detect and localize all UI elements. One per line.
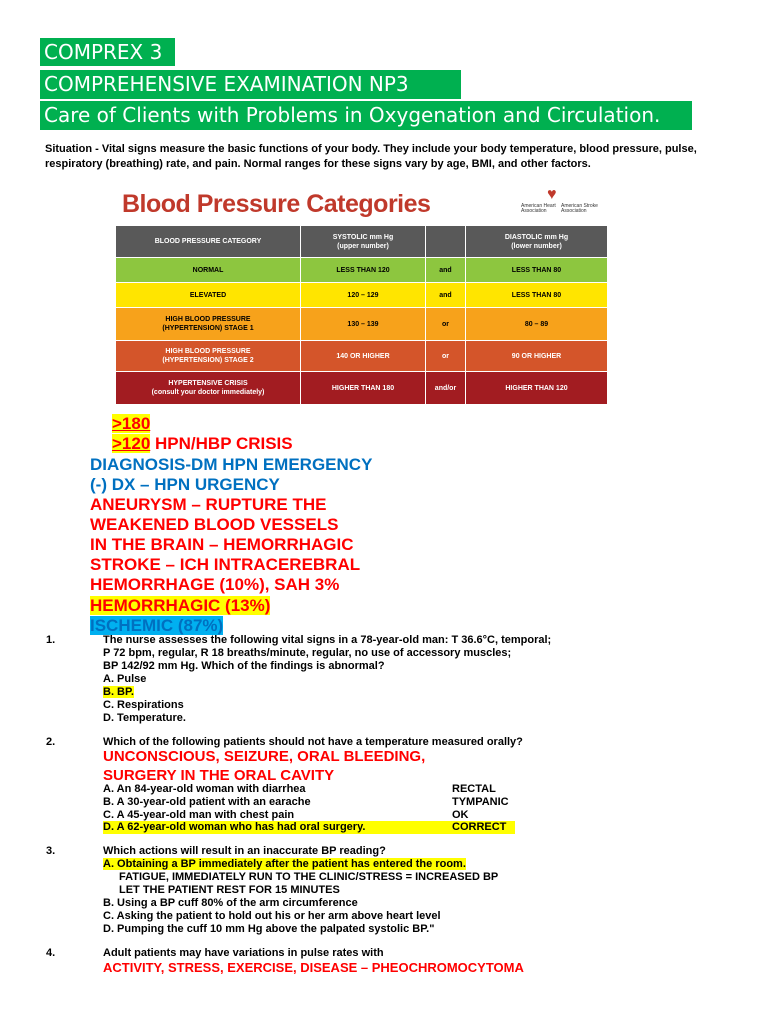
table-row	[116, 341, 608, 372]
question-number: 3.	[46, 845, 56, 857]
note-aneurysm-5: HEMORRHAGE (10%), SAH 3%	[90, 575, 340, 594]
note-aneurysm-3: IN THE BRAIN – HEMORRHAGIC	[90, 535, 354, 554]
asa-logo-text: American Stroke Association	[561, 203, 598, 214]
q2-note-1: UNCONSCIOUS, SEIZURE, ORAL BLEEDING,	[103, 748, 426, 765]
note-emergency: DIAGNOSIS-DM HPN EMERGENCY	[90, 455, 373, 474]
row-diastolic: LESS THAN 80	[466, 258, 608, 283]
note-systolic-threshold: >180	[112, 414, 151, 433]
q4-stem: Adult patients may have variations in pulse rates with	[103, 947, 384, 959]
row-operator: and	[426, 283, 466, 308]
heart-torch-icon: ♥	[547, 186, 557, 203]
q3-stem: Which actions will result in an inaccurate BP reading?	[103, 845, 386, 857]
title-comprex: COMPREX 3	[40, 38, 175, 66]
q3-option-d: D. Pumping the cuff 10 mm Hg above the palpated systolic BP."	[103, 923, 435, 935]
row-category: ELEVATED	[116, 283, 301, 308]
q3-note-1: FATIGUE, IMMEDIATELY RUN TO THE CLINIC/STRESS = INCREASED BP	[119, 871, 499, 883]
q2-option-a: A. An 84-year-old woman with diarrhea	[103, 783, 306, 795]
bp-categories-figure	[112, 184, 609, 409]
row-diastolic: 90 OR HIGHER	[466, 341, 608, 372]
note-aneurysm-1: ANEURYSM – RUPTURE THE	[90, 495, 327, 514]
q1-stem-3: BP 142/92 mm Hg. Which of the findings is abnormal?	[103, 660, 385, 672]
row-systolic: 120 – 129	[301, 283, 426, 308]
row-systolic: 130 – 139	[301, 308, 426, 341]
table-header-row	[116, 226, 608, 258]
q2-answer-b: TYMPANIC	[452, 796, 509, 808]
row-operator: and	[426, 258, 466, 283]
bp-categories-table	[115, 225, 608, 405]
q2-note-2: SURGERY IN THE ORAL CAVITY	[103, 767, 335, 784]
row-operator: or	[426, 308, 466, 341]
row-category: HIGH BLOOD PRESSURE (HYPERTENSION) STAGE 1	[116, 308, 301, 341]
note-crisis: >120 HPN/HBP CRISIS	[112, 434, 293, 453]
q3-option-c: C. Asking the patient to hold out his or her arm above heart level	[103, 910, 441, 922]
q2-option-d: D. A 62-year-old woman who has had oral surgery. CORRECT	[103, 821, 515, 834]
row-category: HIGH BLOOD PRESSURE (HYPERTENSION) STAGE 2	[116, 341, 301, 372]
row-systolic: HIGHER THAN 180	[301, 372, 426, 405]
question-number: 4.	[46, 947, 56, 959]
title-topic: Care of Clients with Problems in Oxygenation and Circulation.	[40, 101, 692, 130]
table-row	[116, 283, 608, 308]
note-urgency: (-) DX – HPN URGENCY	[90, 475, 280, 494]
note-aneurysm-4: STROKE – ICH INTRACEREBRAL	[90, 555, 361, 574]
row-category: HYPERTENSIVE CRISIS (consult your doctor immediately)	[116, 372, 301, 405]
aha-logo-text: American Heart Association	[521, 203, 556, 214]
row-diastolic: LESS THAN 80	[466, 283, 608, 308]
aha-logo	[517, 186, 605, 222]
q4-note: ACTIVITY, STRESS, EXERCISE, DISEASE – PHEOCHROMOCYTOMA	[103, 960, 524, 975]
q1-option-c: C. Respirations	[103, 699, 184, 711]
q2-option-c: C. A 45-year-old man with chest pain	[103, 809, 295, 821]
row-operator: and/or	[426, 372, 466, 405]
table-row	[116, 258, 608, 283]
note-ischemic: ISCHEMIC (87%)	[90, 616, 224, 635]
q2-stem: Which of the following patients should not have a temperature measured orally?	[103, 736, 523, 748]
bp-figure-title: Blood Pressure Categories	[122, 190, 431, 218]
header-diastolic: DIASTOLIC mm Hg (lower number)	[466, 226, 608, 258]
row-category: NORMAL	[116, 258, 301, 283]
table-row	[116, 372, 608, 405]
question-number: 2.	[46, 736, 56, 748]
header-systolic: SYSTOLIC mm Hg (upper number)	[301, 226, 426, 258]
note-aneurysm-2: WEAKENED BLOOD VESSELS	[90, 515, 339, 534]
q1-stem-2: P 72 bpm, regular, R 18 breaths/minute, regular, no use of accessory muscles;	[103, 647, 512, 659]
q2-option-b: B. A 30-year-old patient with an earache	[103, 796, 311, 808]
table-row	[116, 308, 608, 341]
header-operator	[426, 226, 466, 258]
q2-answer-a: RECTAL	[452, 783, 496, 795]
q3-option-b: B. Using a BP cuff 80% of the arm circumference	[103, 897, 358, 909]
row-systolic: LESS THAN 120	[301, 258, 426, 283]
q1-option-b: B. BP.	[103, 686, 134, 698]
title-exam: COMPREHENSIVE EXAMINATION NP3	[40, 70, 461, 99]
q1-stem-1: The nurse assesses the following vital signs in a 78-year-old man: T 36.6°C, temporal;	[103, 634, 552, 646]
row-diastolic: HIGHER THAN 120	[466, 372, 608, 405]
q3-option-a: A. Obtaining a BP immediately after the patient has entered the room.	[103, 858, 466, 870]
note-hemorrhagic: HEMORRHAGIC (13%)	[90, 596, 271, 615]
q1-option-a: A. Pulse	[103, 673, 147, 685]
q2-answer-c: OK	[452, 809, 469, 821]
q1-option-d: D. Temperature.	[103, 712, 186, 724]
question-number: 1.	[46, 634, 56, 646]
row-systolic: 140 OR HIGHER	[301, 341, 426, 372]
row-operator: or	[426, 341, 466, 372]
situation-text: Situation - Vital signs measure the basic functions of your body. They include your body temperature, blood pressure, pulse, respiratory (breathing) rate, and pain. Normal ranges for these signs vary by age, BMI, and other factors.	[45, 143, 697, 170]
header-category: BLOOD PRESSURE CATEGORY	[116, 226, 301, 258]
q3-note-2: LET THE PATIENT REST FOR 15 MINUTES	[119, 884, 340, 896]
row-diastolic: 80 – 89	[466, 308, 608, 341]
